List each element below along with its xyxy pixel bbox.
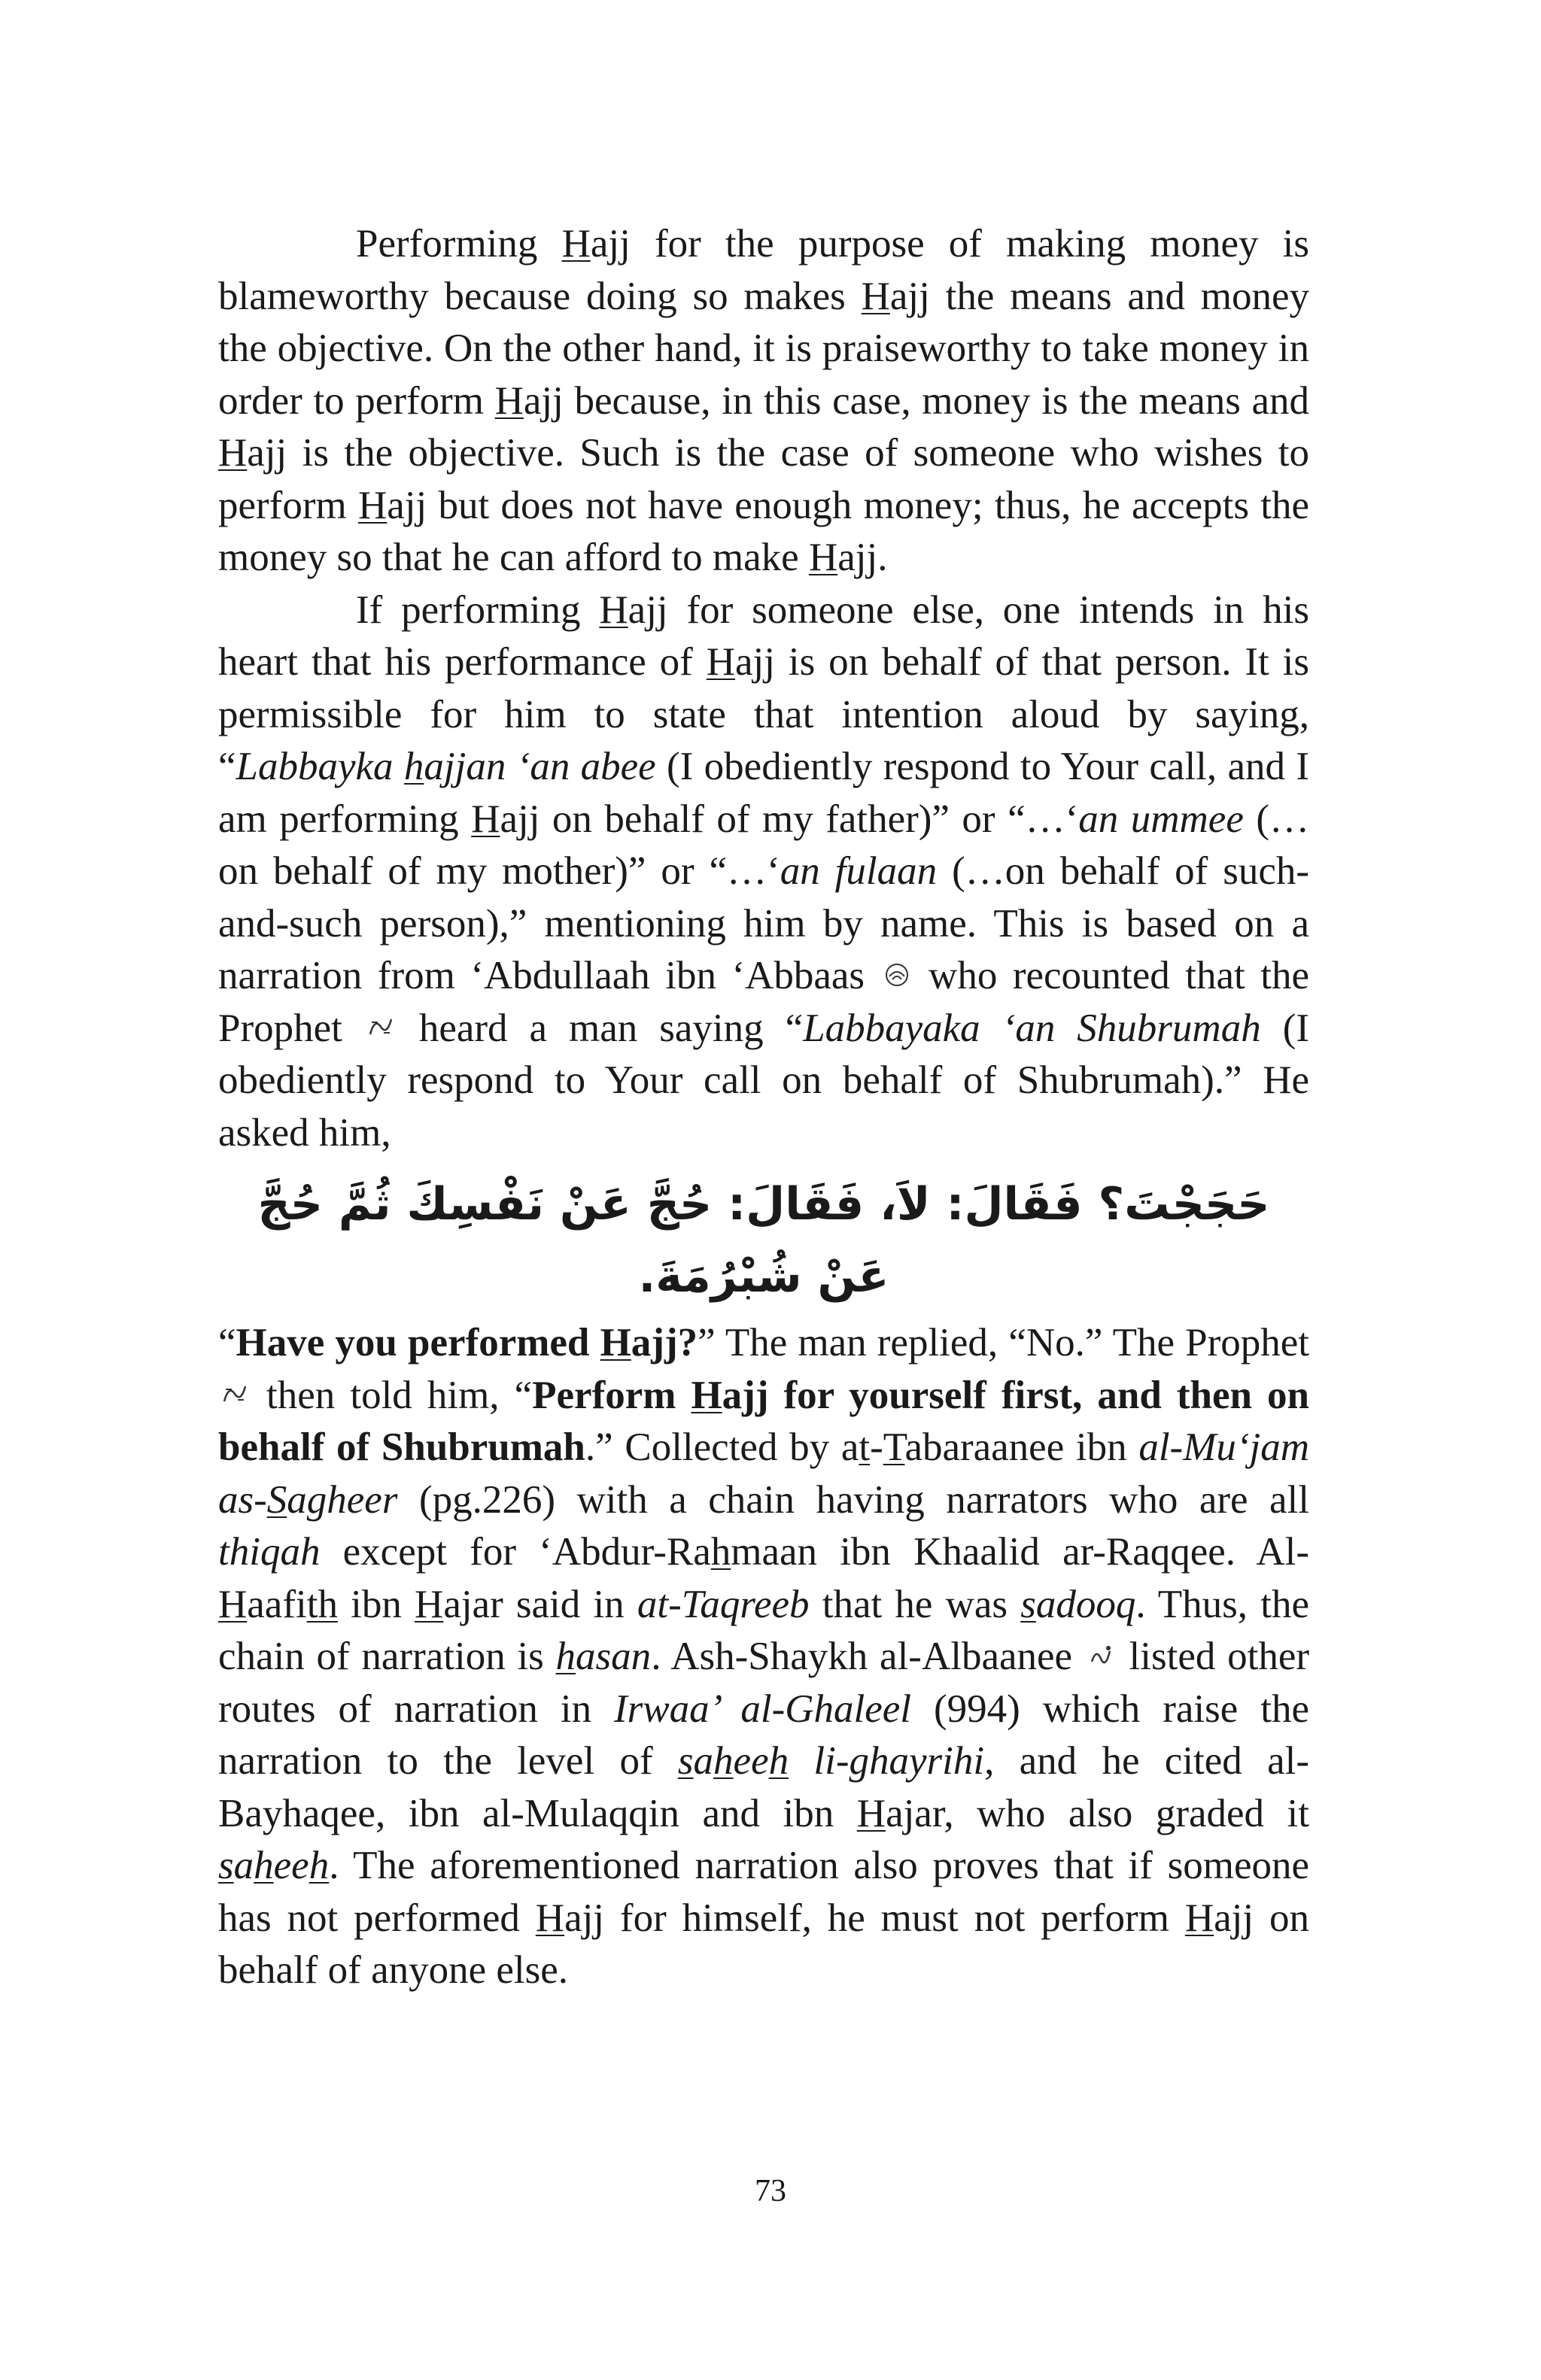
text: (…on behalf of such-and-such person),” mentioning him by name. This is based on a narration from ‘Abdullaah ibn ‘Abbaas xyxy=(218,849,1309,997)
text: , and he cited al-Bayhaqee, ibn al-Mulaqqin and ibn xyxy=(218,1739,1309,1835)
text: heard a man saying “ xyxy=(397,1006,804,1050)
underlined-letter: H xyxy=(415,1582,444,1626)
text: ajj the means and money the objective. On the other hand, it is praiseworthy to take money in order to perform xyxy=(218,274,1309,423)
term: saheeh xyxy=(218,1844,330,1887)
underlined-letter: H xyxy=(218,431,248,475)
paragraph-3 xyxy=(218,1317,1309,1997)
paragraph-1 xyxy=(218,218,1309,584)
underlined-letter: t xyxy=(859,1425,871,1469)
text: (pg.226) with a chain having narrators who are all xyxy=(397,1477,1309,1522)
arabic-quote: حَجَجْتَ؟ فَقَالَ: لاَ، فَقَالَ: حُجَّ عَنْ نَفْسِكَ ثُمَّ حُجَّ عَنْ شُبْرُمَةَ. xyxy=(257,1178,1270,1303)
text: maan ibn Khaalid ar-Raqqee. Al- xyxy=(731,1530,1309,1574)
text: ajj is the objective. Such is the case of someone who wishes to perform xyxy=(218,431,1309,527)
text: ajj for himself, he must not perform xyxy=(564,1896,1185,1940)
text: ” The man replied, “No.” The Prophet xyxy=(698,1321,1310,1365)
underlined-letter: h xyxy=(710,1530,731,1574)
text: ajar, who also graded it xyxy=(886,1791,1309,1835)
text: except for ‘Abdur-Ra xyxy=(320,1530,711,1574)
text: ajj on behalf of my father)” or “…‘ xyxy=(500,797,1079,841)
salallahu-alayhi-wasallam-icon xyxy=(218,1377,251,1410)
text: ajj for the purpose of making money is blameworthy because doing so makes xyxy=(218,222,1309,318)
rahimahullah-icon xyxy=(1084,1639,1117,1672)
underlined-letter: H xyxy=(856,1791,886,1835)
page-body xyxy=(218,218,1309,1997)
text: abaraanee ibn xyxy=(904,1425,1139,1469)
page-number: 73 xyxy=(755,2174,786,2208)
text: (…on behalf of my mother)” or “…‘ xyxy=(218,797,1310,893)
underlined-letter: H xyxy=(471,797,500,841)
underlined-letter: th xyxy=(306,1582,338,1626)
text: ajj for someone else, one intends in his heart that his performance of xyxy=(218,587,1309,684)
text: - xyxy=(870,1425,883,1469)
underlined-letter: T xyxy=(883,1425,905,1469)
text: ibn xyxy=(337,1582,415,1626)
text: ajj but does not have enough money; thus, he accepts the money so that he can afford to make xyxy=(218,483,1309,579)
text: ajj because, in this case, money is the means and xyxy=(523,378,1309,423)
text: Performing xyxy=(356,222,562,266)
text: ajar said in xyxy=(443,1582,637,1626)
book-title: Irwaa’ al-Ghaleel xyxy=(614,1686,912,1731)
text: . Thus, the chain of narration is xyxy=(218,1582,1309,1678)
text: ajj is on behalf of that person. It is permissible for him to state that intention aloud by saying, “ xyxy=(218,640,1309,788)
underlined-letter: H xyxy=(706,640,736,684)
paragraph-2 xyxy=(218,584,1309,1160)
text: listed other routes of narration in xyxy=(218,1635,1309,1731)
transliteration: Labbayka hajjan ‘an abee xyxy=(236,745,656,788)
underlined-letter: H xyxy=(1184,1896,1214,1940)
text: (I obediently respond to Your call on behalf of Shubrumah).” He asked him, xyxy=(218,1006,1309,1155)
salallahu-alayhi-wasallam-icon xyxy=(364,1010,397,1043)
text: then told him, “ xyxy=(251,1373,533,1417)
underlined-letter: H xyxy=(357,483,388,527)
text: “ xyxy=(218,1321,236,1365)
underlined-letter: H xyxy=(218,1582,248,1626)
text: that he was xyxy=(809,1582,1021,1626)
term: thiqah xyxy=(218,1530,321,1574)
text: . Ash-Shaykh al-Albaanee xyxy=(651,1635,1084,1678)
transliteration: an fulaan xyxy=(780,849,938,893)
text: ajj. xyxy=(837,536,888,579)
book-title: at-Taqreeb xyxy=(637,1582,810,1626)
text: .” Collected by a xyxy=(585,1425,859,1469)
text: If performing xyxy=(356,587,600,632)
text: aafi xyxy=(247,1582,307,1626)
radiyallahu-anhu-icon xyxy=(880,958,913,991)
underlined-letter: H xyxy=(561,222,591,266)
bold-quote: Have you performed Hajj? xyxy=(236,1321,698,1365)
text: (994) which raise the narration to the level of xyxy=(218,1686,1309,1783)
transliteration: Labbayaka ‘an Shubrumah xyxy=(803,1006,1261,1050)
text: ajj on behalf of anyone else. xyxy=(218,1896,1309,1992)
underlined-letter: H xyxy=(861,274,890,318)
book-title: al-Mu‘jam as-Sagheer xyxy=(218,1425,1310,1522)
underlined-letter: H xyxy=(494,378,524,423)
text: who recounted that the Prophet xyxy=(218,954,1309,1050)
text: . The aforementioned narration also proves that if someone has not performed xyxy=(218,1844,1309,1940)
text: (I obediently respond to Your call, and I am performing xyxy=(218,745,1309,841)
underlined-letter: H xyxy=(535,1896,565,1940)
underlined-letter: H xyxy=(808,536,838,579)
underlined-letter: H xyxy=(599,587,628,632)
transliteration: an ummee xyxy=(1078,797,1244,841)
term: saheeh li-ghayrihi xyxy=(677,1739,985,1783)
term: hasan xyxy=(555,1635,652,1678)
term: sadooq xyxy=(1020,1582,1136,1626)
bold-quote: Perform Hajj for yourself first, and then on behalf of Shubrumah xyxy=(218,1373,1309,1469)
